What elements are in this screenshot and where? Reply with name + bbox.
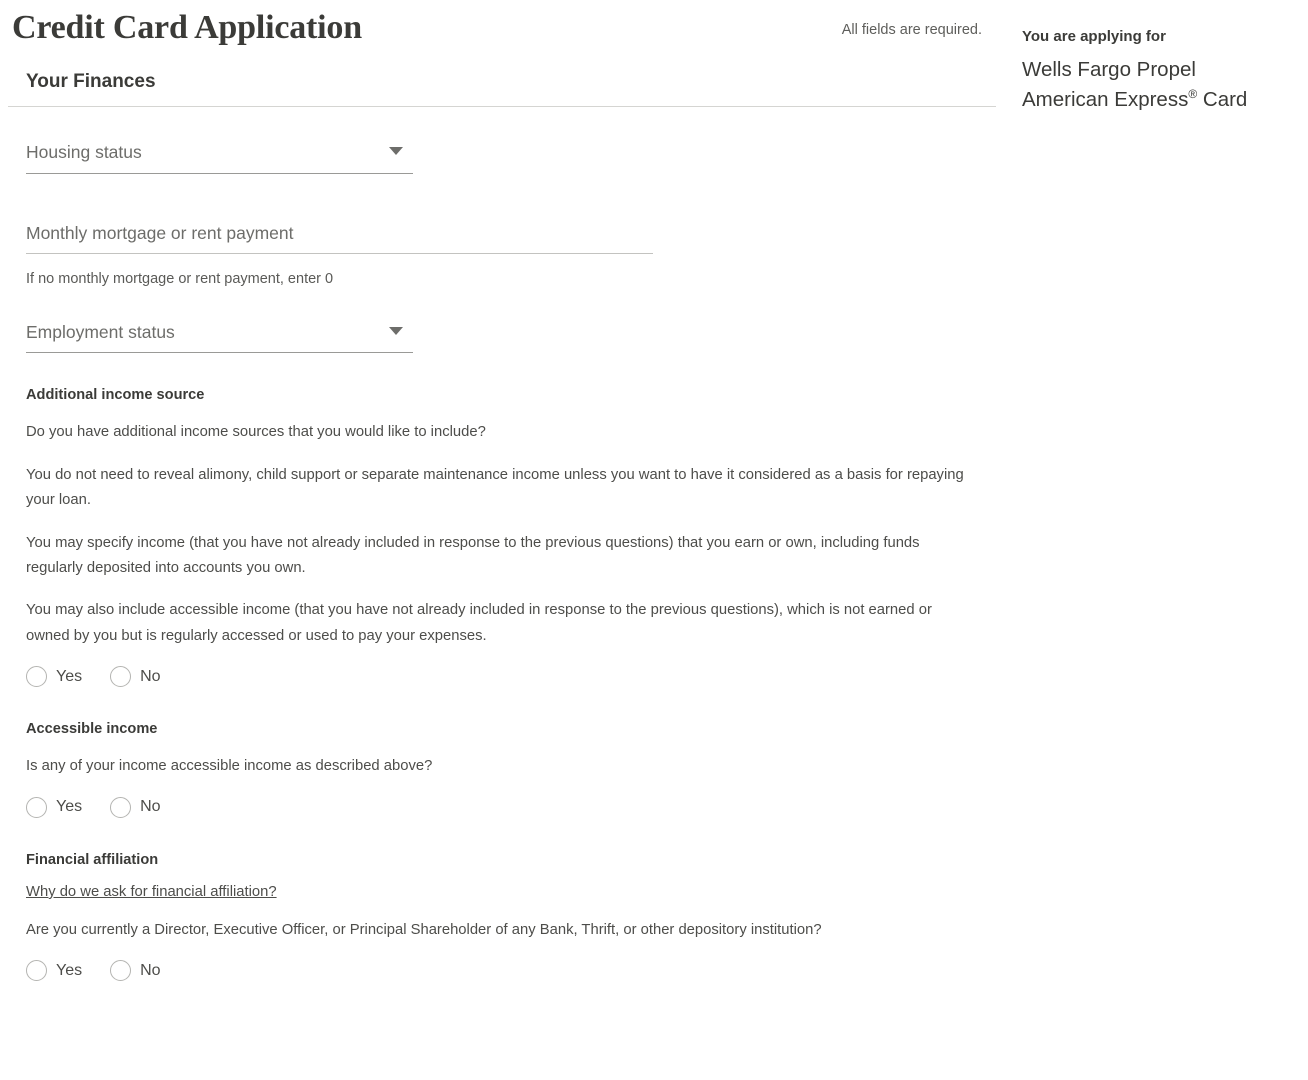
additional-income-heading: Additional income source [26, 387, 205, 404]
form-area [26, 141, 988, 981]
monthly-payment-helper: If no monthly mortgage or rent payment, enter 0 [26, 270, 334, 287]
chevron-down-icon [389, 327, 403, 335]
additional-income-paragraph-3: You may specify income (that you have not already included in response to the previous questions) that you earn or own, including funds regularly deposited into accounts you own. [26, 534, 920, 577]
housing-status-label: Housing status [26, 141, 142, 162]
financial-affiliation-radio-no-label: No [140, 961, 161, 979]
section-divider [8, 106, 996, 107]
additional-income-question: Do you have additional income sources that you would like to include? [26, 424, 486, 441]
registered-mark: ® [1188, 87, 1198, 102]
financial-affiliation-heading: Financial affiliation [26, 851, 159, 868]
card-product-name [1022, 55, 1300, 115]
additional-income-radio-yes-label: Yes [56, 667, 83, 685]
additional-income-paragraph-4: You may also include accessible income (that you have not already included in response to the previous questions), which is not earned or owned by you but is regularly accessed or used to pay your expenses. [26, 602, 932, 644]
financial-affiliation-question: Are you currently a Director, Executive Officer, or Principal Shareholder of any Bank, Thrift, or other depository institution? [26, 921, 822, 938]
card-name-line1: Wells Fargo Propel [1022, 58, 1196, 81]
additional-income-paragraph-2: You do not need to reveal alimony, child support or separate maintenance income unless you want to have it considered as a basis for repaying your loan. [26, 466, 964, 509]
radio-circle-icon [26, 666, 47, 687]
monthly-payment-input[interactable] [26, 223, 653, 254]
accessible-income-heading: Accessible income [26, 721, 158, 738]
radio-circle-icon [26, 960, 47, 981]
financial-affiliation-radio-yes-label: Yes [56, 961, 83, 979]
accessible-income-question: Is any of your income accessible income as described above? [26, 758, 433, 775]
accessible-income-radio-group [26, 797, 988, 818]
financial-affiliation-radio-no[interactable] [110, 960, 160, 981]
financial-affiliation-radio-yes[interactable] [26, 960, 82, 981]
card-name-line2-post: Card [1197, 87, 1248, 111]
applying-for-rail [1008, 0, 1308, 1080]
financial-affiliation-help-link[interactable]: Why do we ask for financial affiliation? [26, 883, 277, 900]
employment-status-select[interactable] [26, 321, 413, 354]
chevron-down-icon [389, 147, 403, 155]
accessible-income-radio-no-label: No [140, 798, 161, 816]
additional-income-radio-no-label: No [140, 667, 161, 685]
radio-circle-icon [110, 960, 131, 981]
employment-status-label: Employment status [26, 321, 175, 342]
accessible-income-radio-yes[interactable] [26, 797, 82, 818]
radio-circle-icon [110, 666, 131, 687]
housing-status-select[interactable] [26, 141, 413, 174]
page-title: Credit Card Application [12, 9, 362, 46]
applying-for-kicker: You are applying for [1022, 28, 1166, 45]
section-heading: Your Finances [26, 70, 156, 92]
financial-affiliation-radio-group [26, 960, 988, 981]
accessible-income-radio-yes-label: Yes [56, 798, 83, 816]
additional-income-radio-yes[interactable] [26, 666, 82, 687]
radio-circle-icon [26, 797, 47, 818]
accessible-income-radio-no[interactable] [110, 797, 160, 818]
additional-income-radio-group [26, 666, 988, 687]
radio-circle-icon [110, 797, 131, 818]
additional-income-radio-no[interactable] [110, 666, 160, 687]
card-name-line2: American Express [1022, 87, 1189, 111]
required-fields-note: All fields are required. [841, 22, 982, 38]
